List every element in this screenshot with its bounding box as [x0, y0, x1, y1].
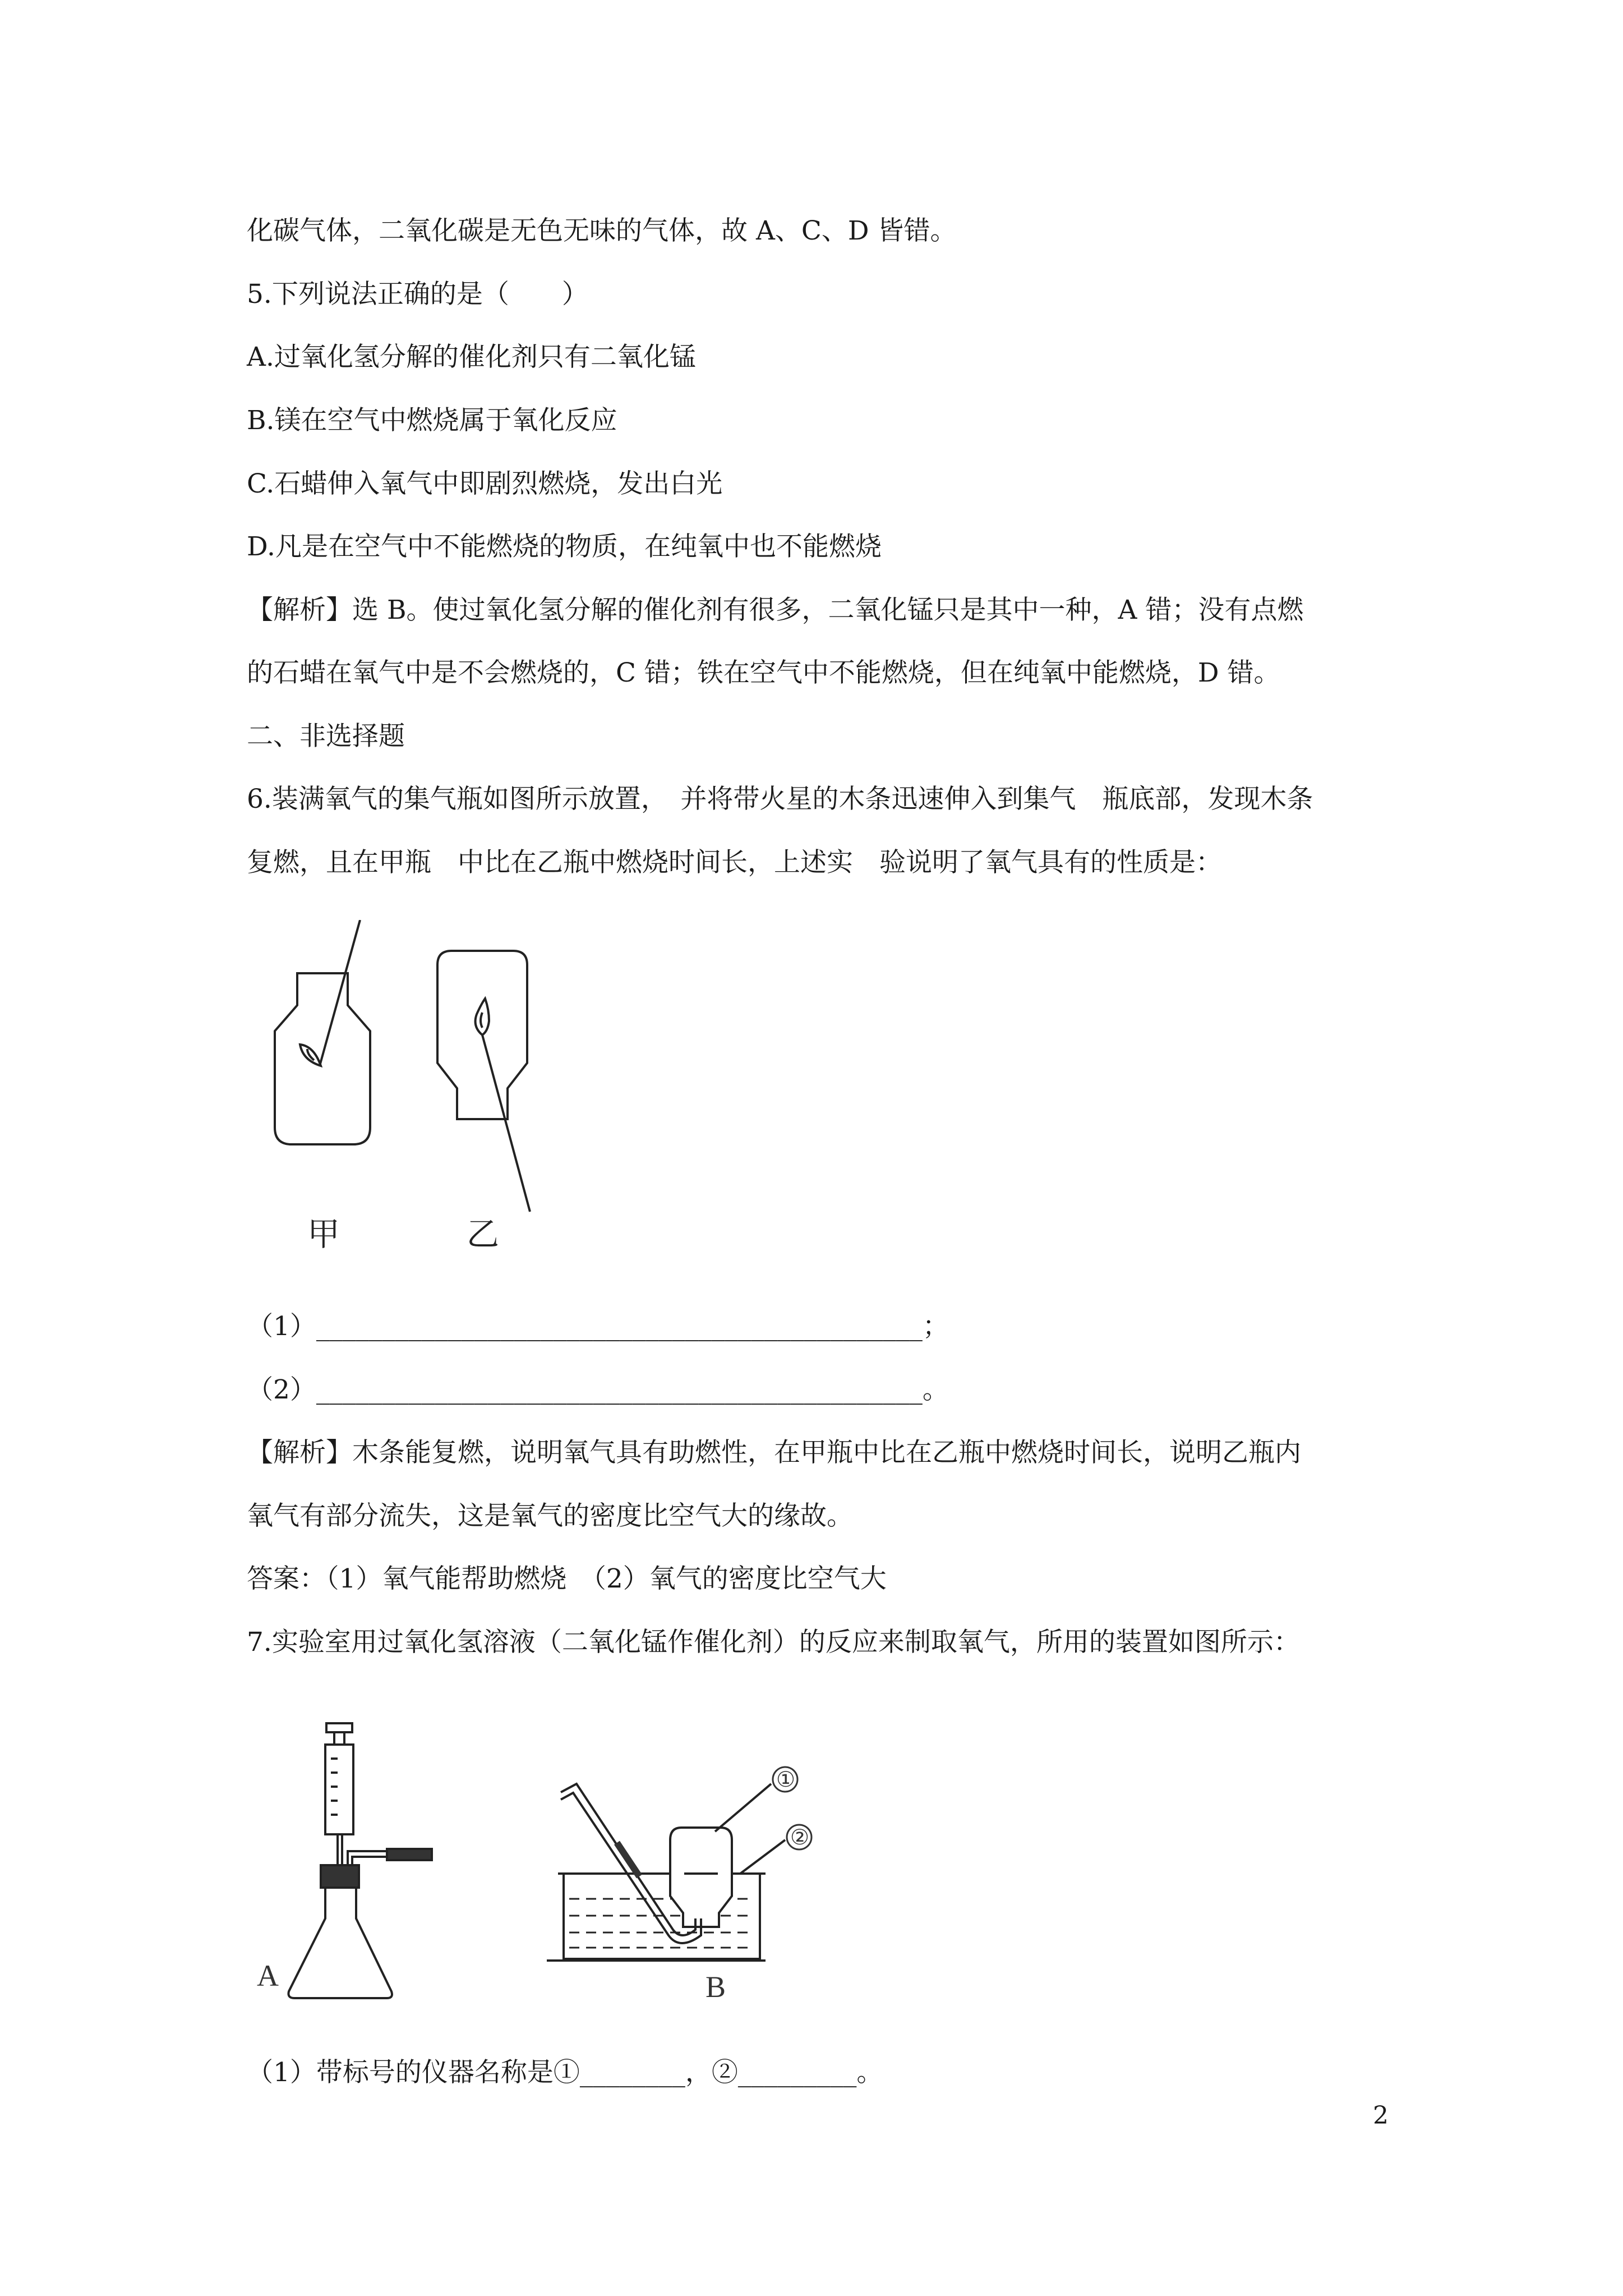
- label-yi: 乙: [467, 1215, 500, 1253]
- question-6-analysis-2: 氧气有部分流失，这是氧气的密度比空气大的缘故。: [247, 1501, 853, 1531]
- bottle-yi: [437, 951, 530, 1212]
- marker-1: ①: [776, 1767, 796, 1792]
- section-heading: 二、非选择题: [247, 721, 405, 752]
- apparatus-b: [547, 1784, 785, 1961]
- question-7-stem: 7.实验室用过氧化氢溶液（二氧化锰作催化剂）的反应来制取氧气，所用的装置如图所示：: [247, 1627, 1300, 1658]
- question-6-stem-1: 6.装满氧气的集气瓶如图所示放置， 并将带火星的木条迅速伸入到集气 瓶底部，发现木条: [247, 784, 1313, 815]
- figure-gas-bottles: [247, 920, 606, 1268]
- question-5-analysis-1: 【解析】选 B。使过氧化氢分解的催化剂有很多，二氧化锰只是其中一种，A 错；没有点燃: [247, 595, 1304, 625]
- question-6-analysis-1: 【解析】木条能复燃，说明氧气具有助燃性，在甲瓶中比在乙瓶中燃烧时间长，说明乙瓶内: [247, 1437, 1301, 1468]
- label-b: B: [706, 1970, 726, 2004]
- figure-apparatus: [247, 1705, 953, 2019]
- bottle-jia: [275, 920, 370, 1144]
- label-a: A: [257, 1959, 279, 1993]
- label-jia: 甲: [307, 1215, 340, 1253]
- question-7-part-1: （1）带标号的仪器名称是①________，②_________。: [247, 2057, 883, 2088]
- text-line-1: 化碳气体，二氧化碳是无色无味的气体，故 A、C、D 皆错。: [247, 215, 957, 246]
- page-number: 2: [1373, 2101, 1389, 2130]
- question-5-option-d: D.凡是在空气中不能燃烧的物质，在纯氧中也不能燃烧: [247, 531, 882, 562]
- marker-2: ②: [790, 1825, 810, 1849]
- question-5-stem: 5.下列说法正确的是（ ）: [247, 279, 588, 310]
- question-6-blank-2: （2）______________________________________________。: [247, 1374, 949, 1405]
- question-6-answer: 答案：（1）氧气能帮助燃烧 （2）氧气的密度比空气大: [247, 1563, 887, 1594]
- question-5-option-b: B.镁在空气中燃烧属于氧化反应: [247, 405, 617, 436]
- question-6-stem-2: 复燃，且在甲瓶 中比在乙瓶中燃烧时间长，上述实 验说明了氧气具有的性质是：: [247, 847, 1222, 878]
- apparatus-a: [288, 1723, 432, 1998]
- question-5-option-c: C.石蜡伸入氧气中即剧烈燃烧，发出白光: [247, 468, 723, 499]
- question-6-blank-1: （1）______________________________________________；: [247, 1311, 949, 1342]
- question-5-analysis-2: 的石蜡在氧气中是不会燃烧的，C 错；铁在空气中不能燃烧，但在纯氧中能燃烧，D 错。: [247, 657, 1280, 688]
- question-5-option-a: A.过氧化氢分解的催化剂只有二氧化锰: [247, 342, 696, 372]
